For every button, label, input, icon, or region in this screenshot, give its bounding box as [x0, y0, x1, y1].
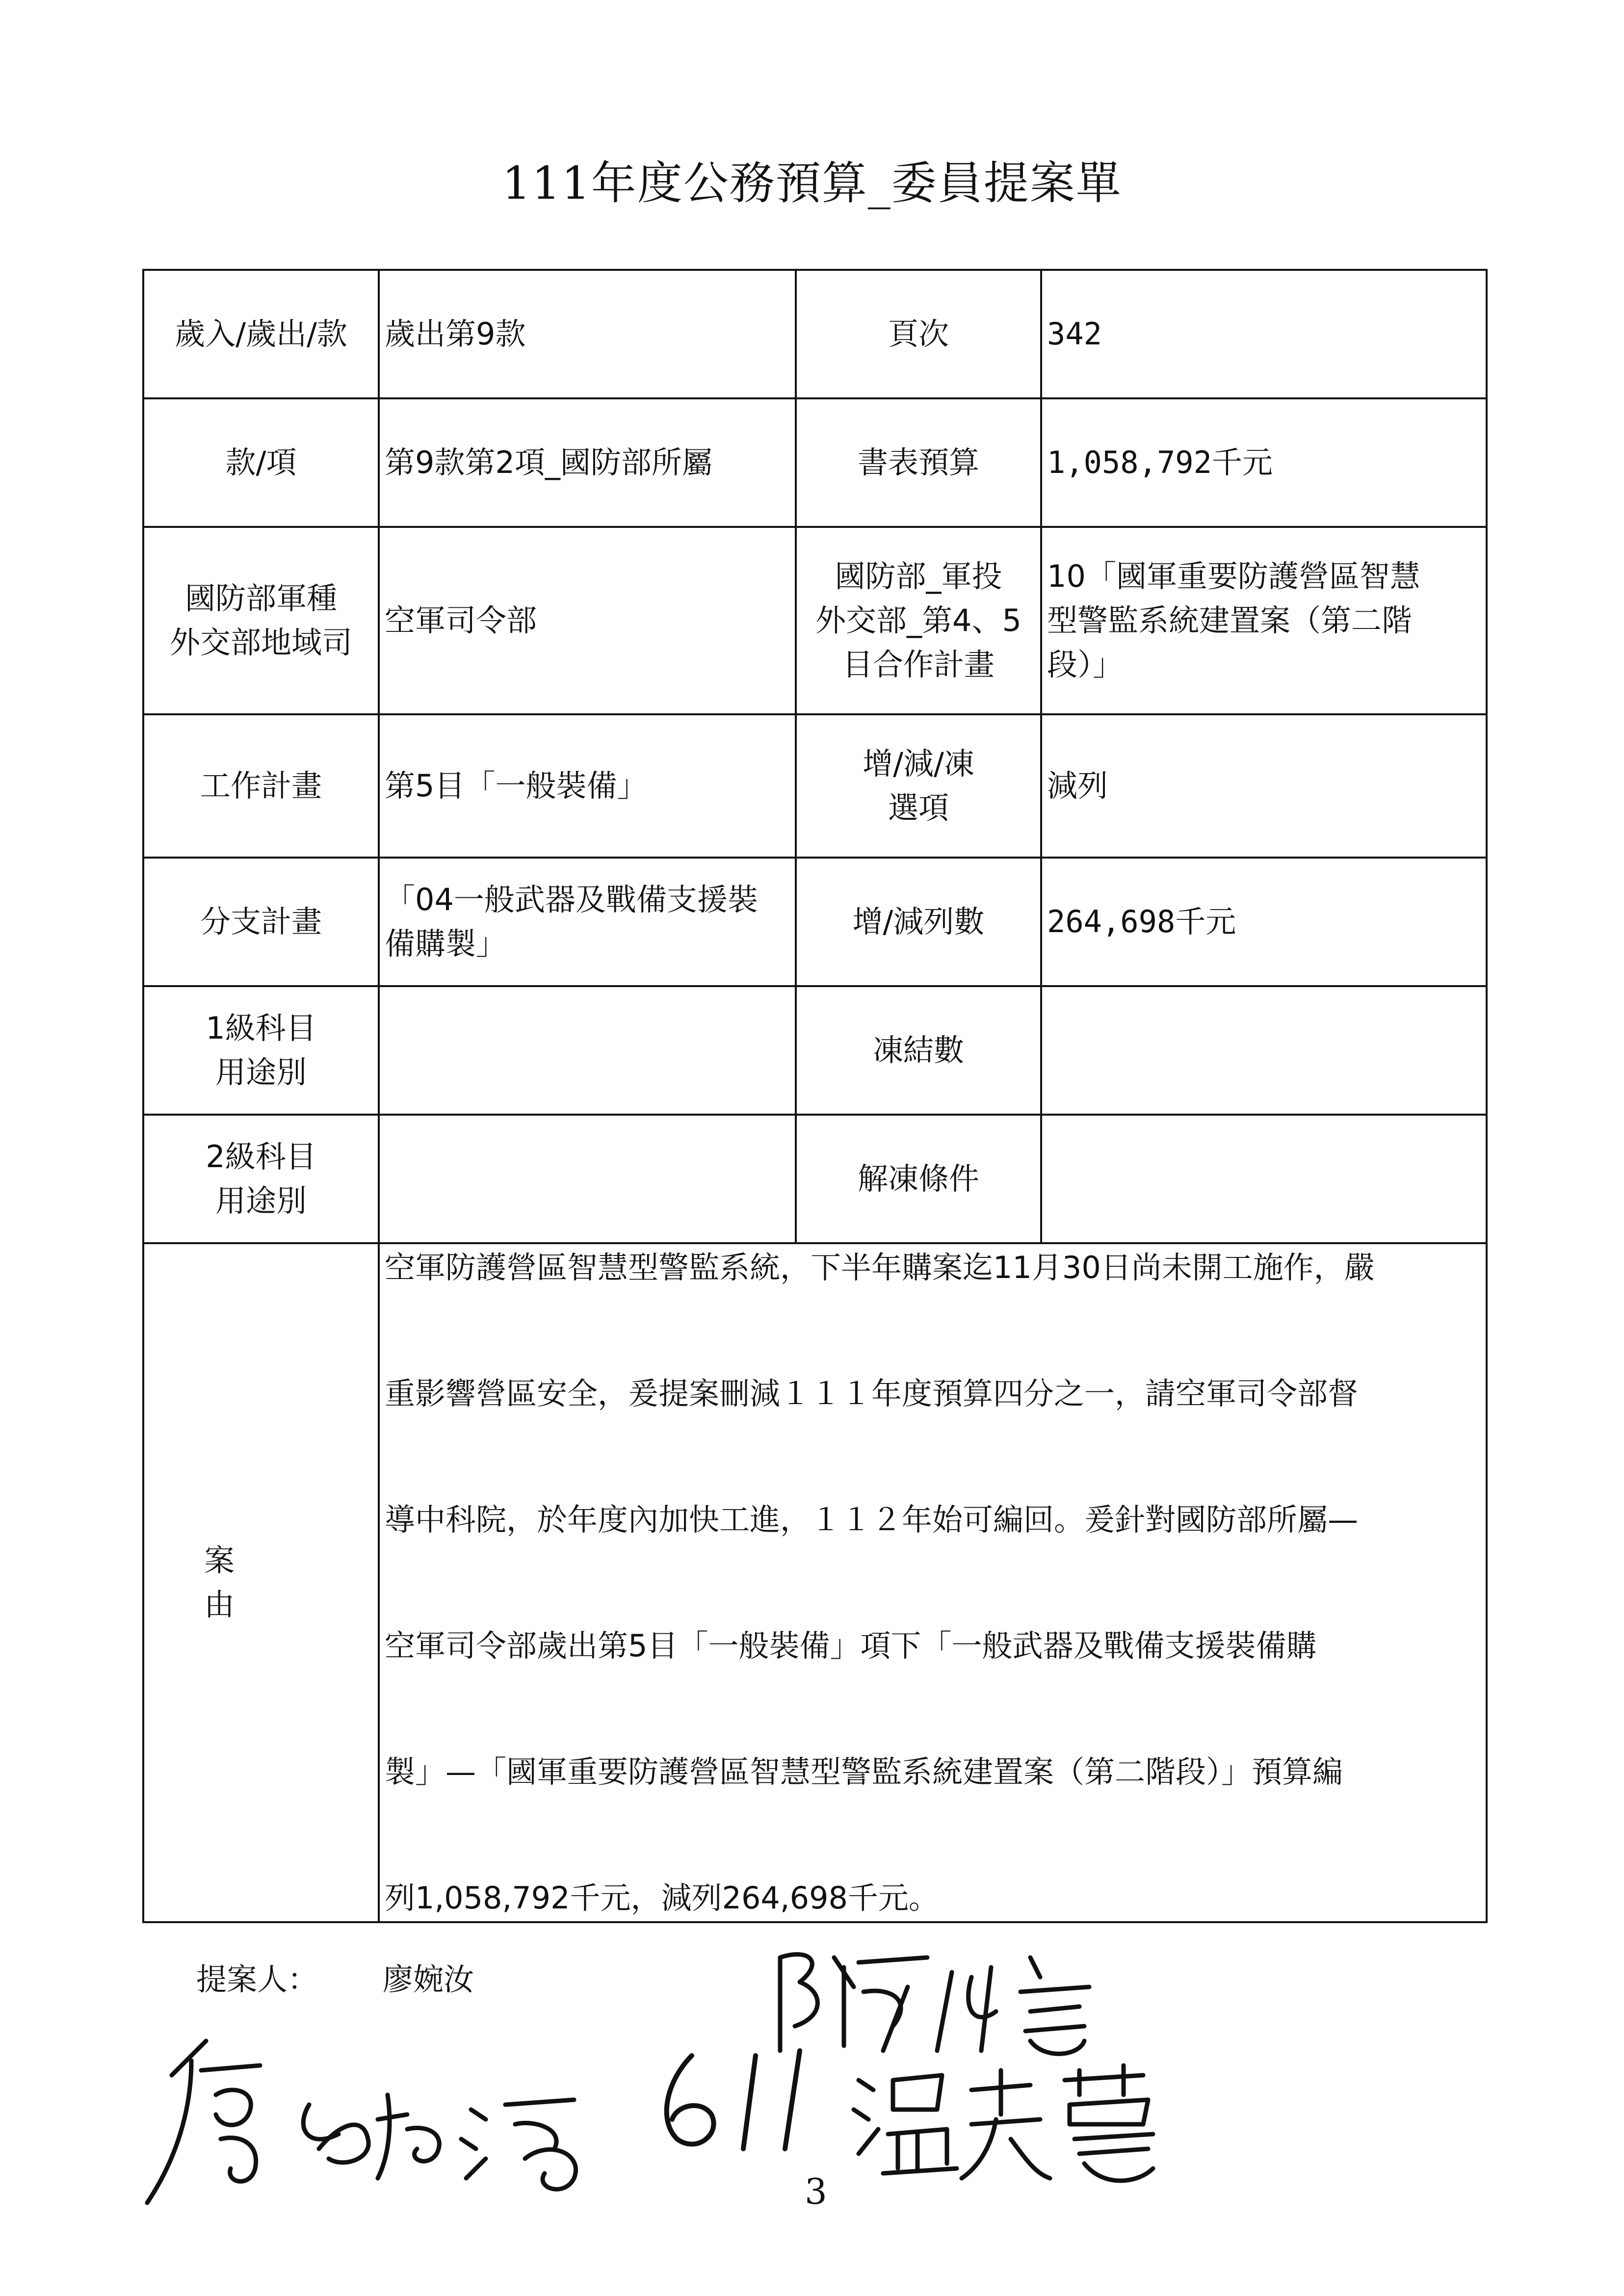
value-level2	[379, 1115, 796, 1243]
page-number: 3	[805, 2171, 827, 2212]
value-branch-plan-line: 備購製」	[385, 926, 507, 962]
signature-2	[765, 1928, 1158, 2065]
form-row-branch-plan	[143, 858, 1487, 986]
label-page: 頁次	[796, 270, 1041, 398]
label-level1-line: 1級科目	[206, 1010, 316, 1046]
value-program	[1041, 527, 1487, 714]
reason-text	[379, 1243, 1487, 1922]
label-unit	[143, 527, 379, 714]
proposer-label: 提案人：	[196, 1961, 318, 1997]
form-row-work-plan	[143, 714, 1487, 858]
value-frozen	[1041, 986, 1487, 1115]
label-amount: 增/減列數	[796, 858, 1041, 986]
label-unfreeze: 解凍條件	[796, 1115, 1041, 1243]
label-unit-line: 國防部軍種	[184, 580, 337, 617]
value-option: 減列	[1041, 714, 1487, 858]
value-program-line: 段）」	[1047, 646, 1124, 682]
form-row-level2	[143, 1115, 1487, 1243]
signature-3	[849, 2051, 1163, 2198]
value-unit: 空軍司令部	[379, 527, 796, 714]
label-budget: 書表預算	[796, 398, 1041, 527]
reason-line: 空軍防護營區智慧型警監系統，下半年購案迄11月30日尚未開工施作，嚴	[385, 1249, 1375, 1285]
label-option	[796, 714, 1041, 858]
reason-line: 空軍司令部歲出第5目「一般裝備」項下「一般武器及戰備支援裝備購	[385, 1627, 1317, 1664]
form-row-unit	[143, 527, 1487, 714]
label-item: 款/項	[143, 398, 379, 527]
value-item: 第9款第2項_國防部所屬	[379, 398, 796, 527]
label-level1-line: 用途別	[215, 1054, 307, 1090]
value-program-line: 型警監系統建置案（第二階	[1047, 602, 1413, 639]
label-work-plan: 工作計畫	[143, 714, 379, 858]
value-program-line: 10「國軍重要防護營區智慧	[1047, 558, 1420, 595]
form-row-level1	[143, 986, 1487, 1115]
value-page: 342	[1041, 270, 1487, 398]
label-program-line: 目合作計畫	[842, 646, 995, 682]
label-branch-plan: 分支計畫	[143, 858, 379, 986]
form-row-item	[143, 398, 1487, 527]
value-level1	[379, 986, 796, 1115]
value-unfreeze	[1041, 1115, 1487, 1243]
value-work-plan: 第5目「一般裝備」	[379, 714, 796, 858]
reason-line: 製」—「國軍重要防護營區智慧型警監系統建置案（第二階段）」預算編	[385, 1753, 1343, 1790]
page-title: 111年度公務預算_委員提案單	[502, 157, 1122, 209]
label-option-line: 選項	[888, 790, 949, 826]
label-level2-line: 2級科目	[206, 1139, 316, 1175]
label-program	[796, 527, 1041, 714]
proposer-name: 廖婉汝	[383, 1961, 474, 1997]
value-amount: 264,698千元	[1041, 858, 1487, 986]
label-program-line: 國防部_軍投	[835, 558, 1002, 595]
label-level2	[143, 1115, 379, 1243]
label-section: 歲入/歲出/款	[143, 270, 379, 398]
label-frozen: 凍結數	[796, 986, 1041, 1115]
value-budget: 1,058,792千元	[1041, 398, 1487, 527]
signature-1	[132, 2011, 643, 2227]
label-level1	[143, 986, 379, 1115]
proposal-form-table	[142, 269, 1488, 1923]
value-branch-plan-line: 「04一般武器及戰備支援裝	[385, 882, 758, 918]
reason-line: 重影響營區安全，爰提案刪減１１１年度預算四分之一，請空軍司令部督	[385, 1375, 1359, 1411]
reason-line: 列1,058,792千元，減列264,698千元。	[385, 1879, 939, 1916]
value-branch-plan	[379, 858, 796, 986]
label-level2-line: 用途別	[215, 1183, 307, 1219]
value-section: 歲出第9款	[379, 270, 796, 398]
label-option-line: 增/減/凍	[863, 746, 974, 782]
label-program-line: 外交部_第4、5	[815, 602, 1022, 639]
reason-line: 導中科院，於年度內加快工進，１１２年始可編回。爰針對國防部所屬—	[385, 1501, 1359, 1538]
label-reason: 案由	[143, 1243, 379, 1922]
form-row-reason	[143, 1243, 1487, 1922]
label-unit-line: 外交部地域司	[169, 625, 352, 660]
form-row-section	[143, 270, 1487, 398]
